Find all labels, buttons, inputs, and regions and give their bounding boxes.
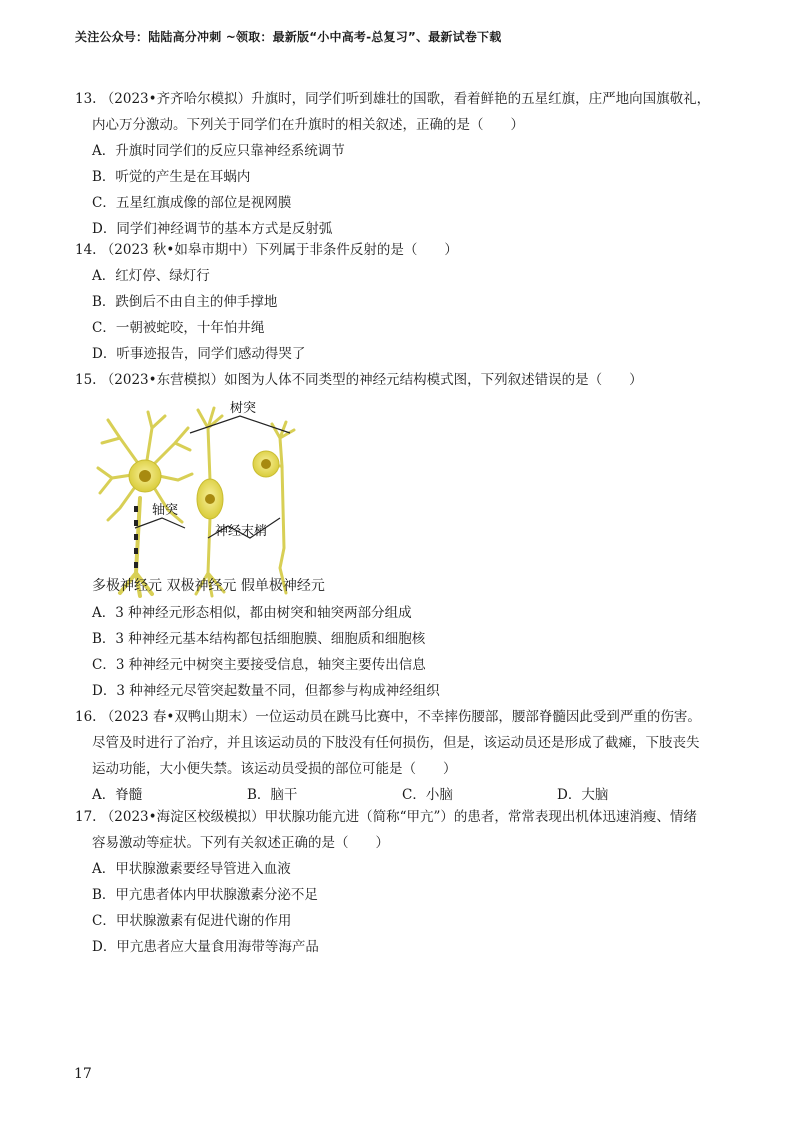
question-number: 16. bbox=[75, 709, 97, 725]
option-a[interactable]: A．脊髓 bbox=[92, 787, 143, 803]
figure-caption: 多极神经元 双极神经元 假单极神经元 bbox=[92, 578, 325, 594]
option-a[interactable]: A．3 种神经元形态相似，都由树突和轴突两部分组成 bbox=[92, 605, 412, 621]
question-number: 17. bbox=[75, 809, 97, 825]
stem-line: 尽管及时进行了治疗，并且该运动员的下肢没有任何损伤，但是，该运动员还是形成了截瘫，下肢丧失 bbox=[92, 735, 700, 751]
question-source: （2023•东营模拟） bbox=[100, 372, 225, 388]
page-number: 17 bbox=[74, 1066, 92, 1082]
stem-line: 容易激动等症状。下列有关叙述正确的是（ ） bbox=[92, 835, 389, 851]
option-c[interactable]: C．甲状腺激素有促进代谢的作用 bbox=[92, 913, 292, 929]
question-stem bbox=[75, 704, 735, 730]
option-a[interactable]: A．红灯停、绿灯行 bbox=[92, 268, 210, 284]
question-16 bbox=[75, 704, 735, 808]
question-source: （2023 秋•如皋市期中） bbox=[100, 242, 256, 258]
question-source: （2023 春•双鸭山期末） bbox=[100, 709, 256, 725]
option-b[interactable]: B．3 种神经元基本结构都包括细胞膜、细胞质和细胞核 bbox=[92, 631, 426, 647]
stem-line: 内心万分激动。下列关于同学们在升旗时的相关叙述，正确的是（ ） bbox=[92, 117, 524, 133]
neuron-figure bbox=[90, 398, 380, 598]
option-c[interactable]: C．一朝被蛇咬，十年怕井绳 bbox=[92, 320, 265, 336]
option-c[interactable]: C．3 种神经元中树突主要接受信息，轴突主要传出信息 bbox=[92, 657, 426, 673]
option-d[interactable]: D．听事迹报告，同学们感动得哭了 bbox=[92, 346, 306, 362]
question-stem bbox=[75, 367, 735, 393]
option-d[interactable]: D．3 种神经元尽管突起数量不同，但都参与构成神经组织 bbox=[92, 683, 440, 699]
stem-line: 升旗时，同学们听到雄壮的国歌，看着鲜艳的五星红旗，庄严地向国旗敬礼， bbox=[251, 91, 711, 107]
option-b[interactable]: B．听觉的产生是在耳蜗内 bbox=[92, 169, 251, 185]
stem-line: 运动功能，大小便失禁。该运动员受损的部位可能是（ ） bbox=[92, 761, 457, 777]
label-nerve-ending: 神经末梢 bbox=[215, 524, 268, 539]
question-15 bbox=[75, 367, 735, 393]
option-d[interactable]: D．大脑 bbox=[557, 787, 609, 803]
stem-line: 一位运动员在跳马比赛中，不幸摔伤腰部，腰部脊髓因此受到严重的伤害。 bbox=[255, 709, 701, 725]
label-dendrite: 树突 bbox=[230, 401, 257, 416]
question-stem bbox=[75, 86, 735, 112]
question-17 bbox=[75, 804, 735, 960]
question-number: 14. bbox=[75, 242, 97, 258]
question-source: （2023•海淀区校级模拟） bbox=[100, 809, 265, 825]
question-stem bbox=[75, 804, 735, 830]
stem-line: 如图为人体不同类型的神经元结构模式图，下列叙述错误的是（ ） bbox=[224, 372, 643, 388]
option-c[interactable]: C．小脑 bbox=[402, 787, 453, 803]
option-a[interactable]: A．甲状腺激素要经导管进入血液 bbox=[92, 861, 291, 877]
option-b[interactable]: B．甲亢患者体内甲状腺激素分泌不足 bbox=[92, 887, 318, 903]
question-15-options bbox=[75, 600, 735, 704]
stem-line: 甲状腺功能亢进（简称“甲亢”）的患者，常常表现出机体迅速消瘦、情绪 bbox=[264, 809, 697, 825]
question-13 bbox=[75, 86, 735, 242]
option-a[interactable]: A．升旗时同学们的反应只靠神经系统调节 bbox=[92, 143, 345, 159]
neuron-diagram bbox=[90, 398, 380, 598]
stem-line: 下列属于非条件反射的是（ ） bbox=[255, 242, 458, 258]
option-d[interactable]: D．甲亢患者应大量食用海带等海产品 bbox=[92, 939, 319, 955]
option-d[interactable]: D．同学们神经调节的基本方式是反射弧 bbox=[92, 221, 333, 237]
option-c[interactable]: C．五星红旗成像的部位是视网膜 bbox=[92, 195, 292, 211]
pseudounipolar-neuron bbox=[268, 422, 294, 593]
label-axon: 轴突 bbox=[152, 503, 179, 518]
question-stem bbox=[75, 237, 735, 263]
question-14 bbox=[75, 237, 735, 367]
option-b[interactable]: B．脑干 bbox=[247, 787, 298, 803]
page-header-banner: 关注公众号：陆陆高分冲刺 ~领取：最新版“小中高考-总复习”、最新试卷下载 bbox=[75, 30, 502, 44]
question-source: （2023•齐齐哈尔模拟） bbox=[100, 91, 252, 107]
question-number: 15. bbox=[75, 372, 97, 388]
option-b[interactable]: B．跌倒后不由自主的伸手撑地 bbox=[92, 294, 278, 310]
question-number: 13. bbox=[75, 91, 97, 107]
